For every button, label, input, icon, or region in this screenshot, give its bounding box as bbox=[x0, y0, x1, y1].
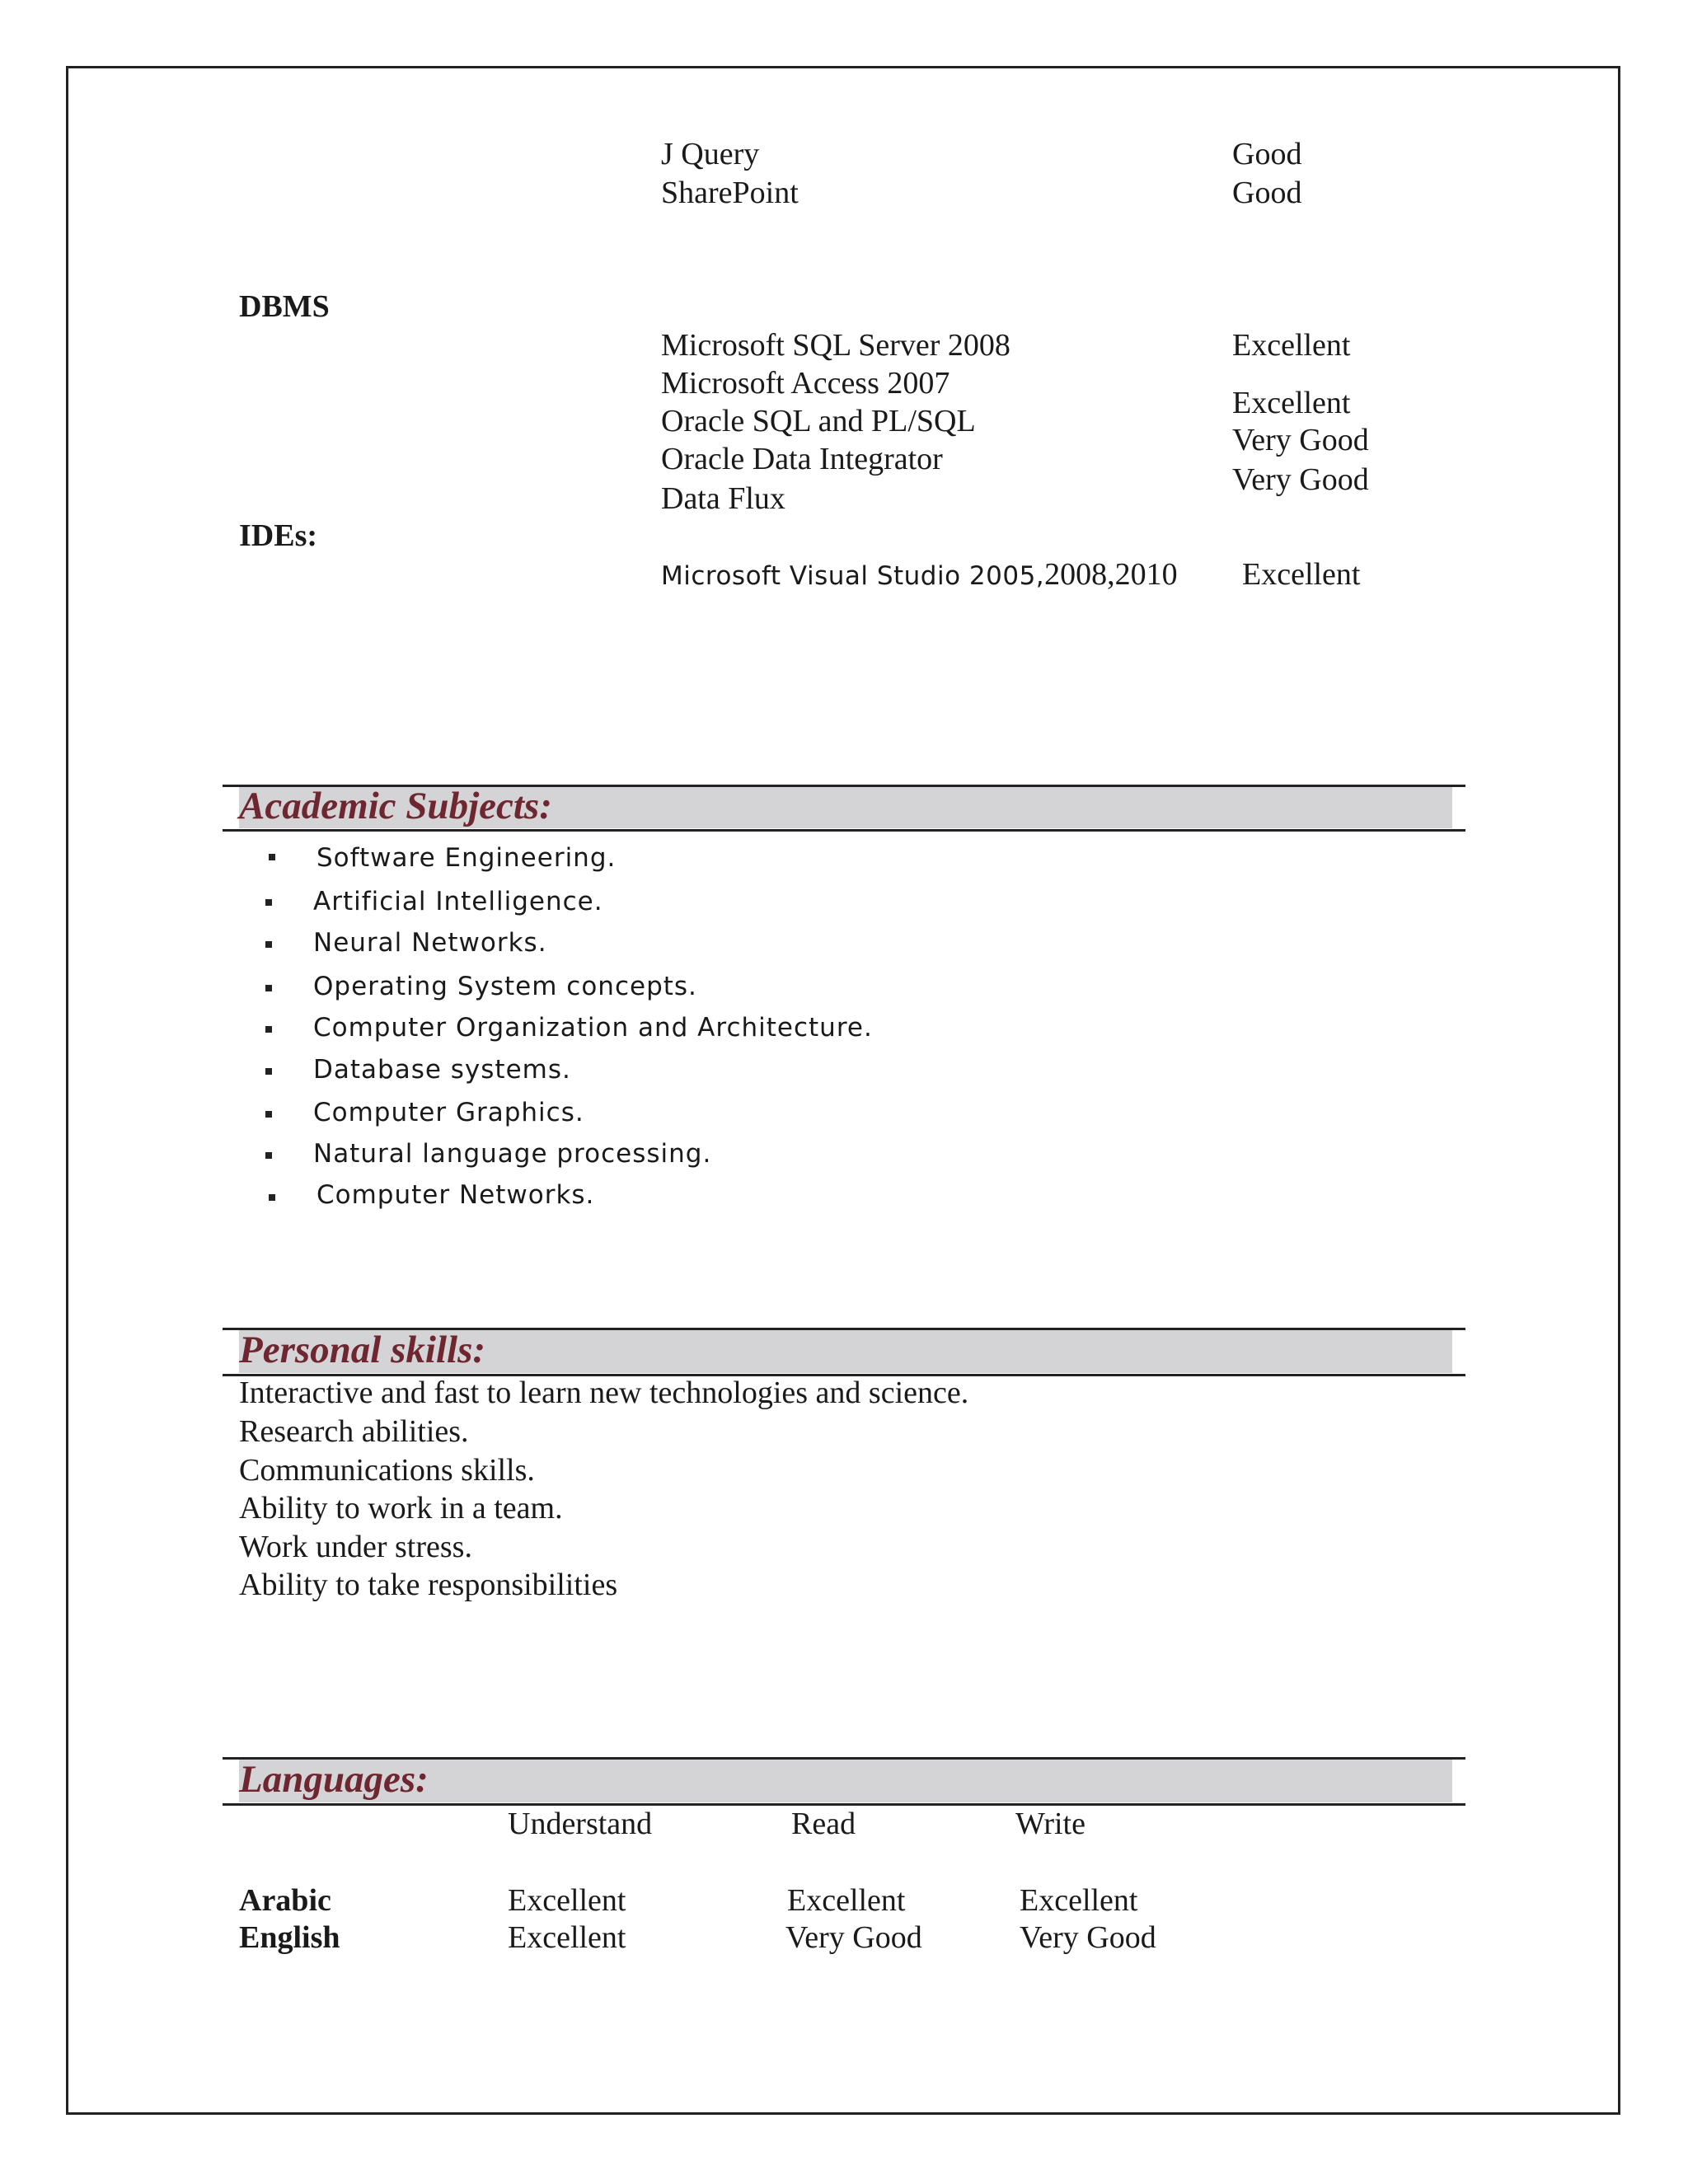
bullet bbox=[265, 1026, 272, 1033]
level-jquery: Good bbox=[1232, 137, 1302, 171]
list-item: Computer Organization and Architecture. bbox=[313, 1013, 873, 1043]
list-item: Natural language processing. bbox=[313, 1139, 712, 1169]
dbms-level: Very Good bbox=[1232, 423, 1369, 457]
dbms-label: DBMS bbox=[239, 289, 330, 324]
bullet bbox=[265, 1111, 272, 1118]
language-read: Excellent bbox=[787, 1883, 906, 1918]
dbms-level: Excellent bbox=[1232, 386, 1351, 420]
ides-skill-part: Microsoft Visual Studio 2005, bbox=[661, 561, 1045, 591]
bullet bbox=[269, 854, 275, 860]
languages-title: Languages: bbox=[239, 1758, 429, 1801]
list-item: Computer Graphics. bbox=[313, 1098, 584, 1127]
bullet bbox=[265, 941, 272, 948]
list-item: Artificial Intelligence. bbox=[313, 887, 603, 916]
personal-item: Research abilities. bbox=[239, 1414, 469, 1449]
lang-header-write: Write bbox=[1015, 1807, 1085, 1841]
ides-skill-part: 2008,2010 bbox=[1044, 557, 1178, 592]
lang-header-understand: Understand bbox=[508, 1807, 653, 1841]
language-write: Excellent bbox=[1020, 1883, 1138, 1918]
language-read: Very Good bbox=[785, 1920, 922, 1955]
bullet bbox=[265, 1152, 272, 1159]
bullet bbox=[265, 899, 272, 906]
list-item: Operating System concepts. bbox=[313, 972, 697, 1001]
dbms-level: Excellent bbox=[1232, 328, 1351, 363]
list-item: Computer Networks. bbox=[316, 1180, 595, 1210]
personal-title: Personal skills: bbox=[239, 1329, 486, 1371]
ides-label: IDEs: bbox=[239, 518, 318, 553]
language-name: English bbox=[239, 1920, 340, 1955]
dbms-skill: Microsoft Access 2007 bbox=[661, 366, 950, 401]
dbms-skill: Oracle SQL and PL/SQL bbox=[661, 404, 976, 438]
lang-header-read: Read bbox=[791, 1807, 856, 1841]
personal-item: Interactive and fast to learn new technologies and science. bbox=[239, 1376, 969, 1410]
bullet bbox=[269, 1194, 275, 1201]
skill-jquery: J Query bbox=[661, 137, 760, 171]
section-rule bbox=[223, 829, 1465, 832]
list-item: Software Engineering. bbox=[316, 843, 617, 873]
dbms-skill: Data Flux bbox=[661, 481, 785, 516]
personal-item: Ability to take responsibilities bbox=[239, 1568, 618, 1602]
level-sharepoint: Good bbox=[1232, 176, 1302, 210]
personal-item: Ability to work in a team. bbox=[239, 1491, 563, 1526]
dbms-skill: Oracle Data Integrator bbox=[661, 442, 943, 476]
skill-sharepoint: SharePoint bbox=[661, 176, 799, 210]
bullet bbox=[265, 985, 272, 991]
academic-title: Academic Subjects: bbox=[239, 785, 552, 827]
bullet bbox=[265, 1068, 272, 1075]
language-name: Arabic bbox=[239, 1883, 331, 1918]
language-understand: Excellent bbox=[508, 1883, 626, 1918]
ides-level: Excellent bbox=[1242, 557, 1361, 592]
language-understand: Excellent bbox=[508, 1920, 626, 1955]
dbms-skill: Microsoft SQL Server 2008 bbox=[661, 328, 1010, 363]
personal-item: Work under stress. bbox=[239, 1530, 472, 1564]
dbms-level: Very Good bbox=[1232, 462, 1369, 497]
list-item: Neural Networks. bbox=[313, 928, 547, 958]
language-write: Very Good bbox=[1020, 1920, 1156, 1955]
list-item: Database systems. bbox=[313, 1055, 571, 1085]
ides-skill bbox=[661, 555, 1178, 593]
personal-item: Communications skills. bbox=[239, 1453, 535, 1488]
